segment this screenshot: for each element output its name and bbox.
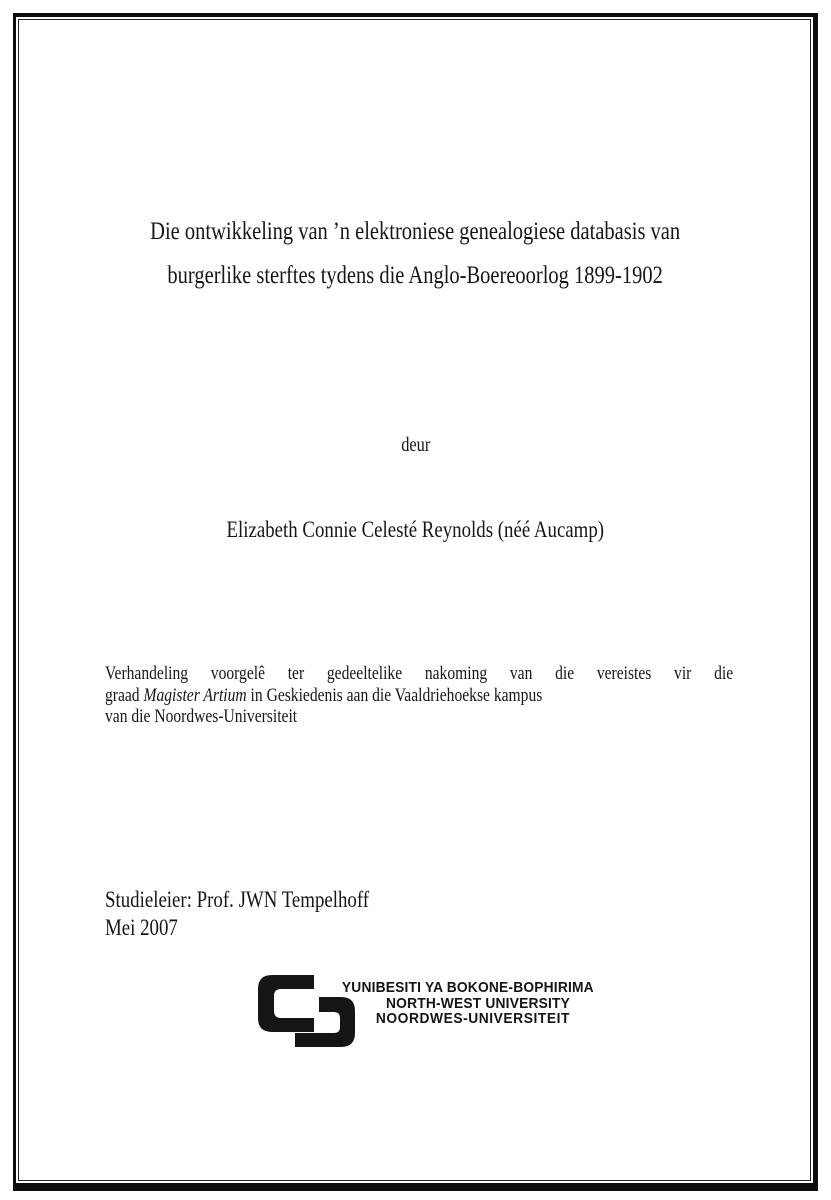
university-name-english: NORTH-WEST UNIVERSITY bbox=[385, 994, 570, 1012]
byline: deur bbox=[400, 434, 431, 456]
declaration-line2-prefix: graad bbox=[105, 684, 144, 706]
date-line: Mei 2007 bbox=[105, 915, 178, 940]
university-name-setswana: YUNIBESITI YA BOKONE-BOPHIRIMA bbox=[341, 979, 594, 996]
declaration-line3: van die Noordwes-Universiteit bbox=[105, 706, 298, 727]
university-name-block bbox=[320, 979, 594, 1027]
declaration-line2 bbox=[105, 685, 831, 707]
thesis-title-line2: burgerlike sterftes tydens die Anglo-Boereoorlog 1899-1902 bbox=[167, 262, 664, 289]
thesis-title-line1: Die ontwikkeling van ’n elektroniese genealogiese databasis van bbox=[150, 218, 681, 245]
supervisor-block bbox=[105, 886, 427, 942]
degree-name: Magister Artium bbox=[143, 684, 247, 706]
degree-declaration bbox=[105, 663, 831, 728]
author-name: Elizabeth Connie Celesté Reynolds (néé Aucamp) bbox=[226, 517, 605, 542]
declaration-line1: Verhandeling voorgelê ter gedeeltelike nakoming van die vereistes vir die bbox=[105, 663, 734, 684]
university-name-afrikaans: NOORDWES-UNIVERSITEIT bbox=[375, 1010, 570, 1027]
declaration-line2-suffix: in Geskiedenis aan die Vaaldriehoekse kampus bbox=[246, 684, 543, 706]
thesis-title bbox=[0, 210, 831, 298]
supervisor-line: Studieleier: Prof. JWN Tempelhoff bbox=[105, 887, 370, 912]
